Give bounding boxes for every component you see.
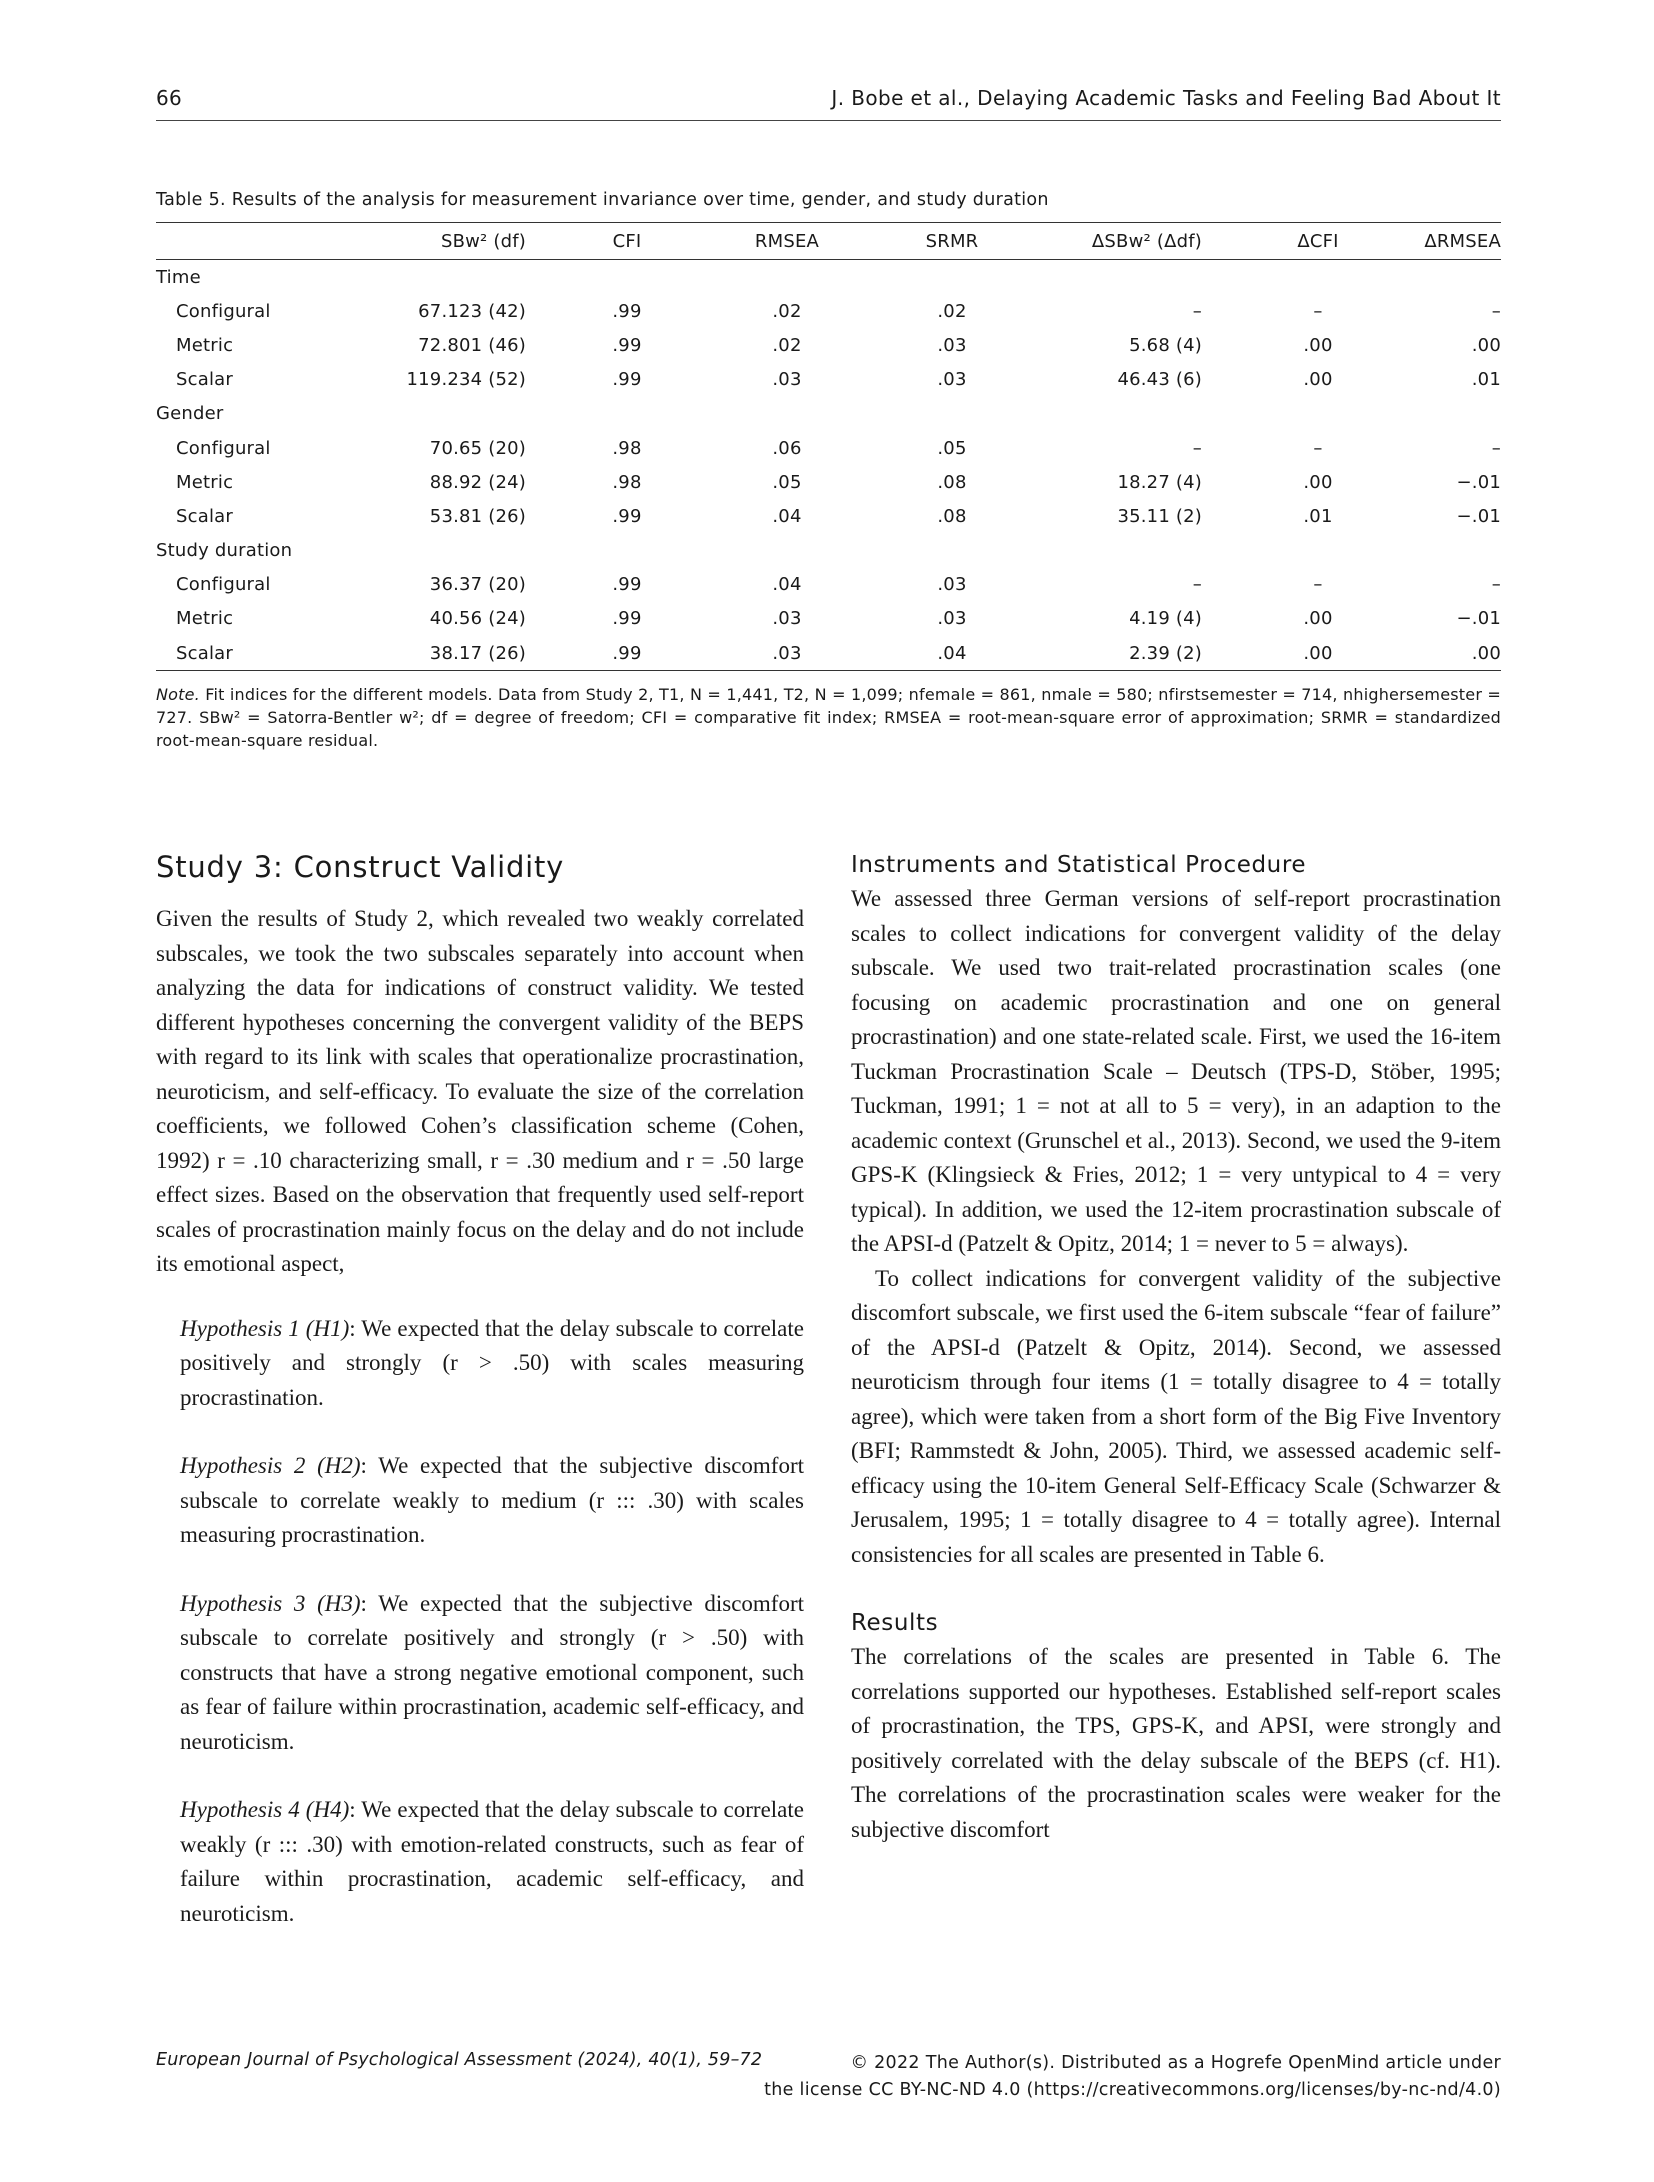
- row-label: Metric: [176, 608, 234, 630]
- empty-cell: [1228, 397, 1408, 431]
- cell-drmsea: .00: [1471, 334, 1501, 356]
- row-label: Configural: [176, 300, 271, 322]
- cell-sb: 53.81 (26): [429, 505, 526, 527]
- empty-cell: [336, 260, 552, 295]
- empty-cell: [872, 534, 1032, 568]
- empty-cell: [1408, 397, 1501, 431]
- cell-dsb: –: [1192, 437, 1202, 459]
- cell-srmr: .08: [937, 471, 967, 493]
- cell-dsb: –: [1192, 300, 1202, 322]
- cell-dcfi: .00: [1303, 471, 1333, 493]
- empty-cell: [1408, 534, 1501, 568]
- group-label: Time: [156, 266, 201, 288]
- empty-cell: [552, 397, 702, 431]
- section-title: Study 3: Construct Validity: [156, 850, 565, 884]
- hypothesis-name: Hypothesis 4 (H4): [180, 1797, 350, 1822]
- empty-cell: [1032, 397, 1228, 431]
- hypothesis-text: : We expected that the subjective discomfort subscale to correlate weakly to medium (r ::: .30) with scales measuring procrastination.: [180, 1453, 804, 1547]
- cell-srmr: .03: [937, 574, 967, 596]
- cell-rmsea: .02: [772, 334, 802, 356]
- footer-journal: European Journal of Psychological Assessment (2024), 40(1), 59–72: [156, 2050, 763, 2070]
- column-header: ΔSBw² (Δdf): [1032, 223, 1228, 260]
- license-line: © 2022 The Author(s). Distributed as a Hogrefe OpenMind article under: [850, 2053, 1501, 2073]
- cell-sb: 72.801 (46): [418, 334, 526, 356]
- row-label: Configural: [176, 574, 271, 596]
- table-row: [156, 636, 1501, 671]
- table-group-row: [156, 534, 1501, 568]
- table-row: [156, 499, 1501, 533]
- cell-drmsea: −.01: [1456, 608, 1501, 630]
- intro-paragraph: Given the results of Study 2, which revealed two weakly correlated subscales, we took the two subscales separately into account when analyzing the data for indications of construct validity. We tested different hypotheses concerning the convergent validity of the BEPS with regard to its link with scales that operationalize procrastination, neuroticism, and self-efficacy. To evaluate the size of the correlation coefficients, we followed Cohen’s classification scheme (Cohen, 1992) r = .10 characterizing small, r = .30 medium and r = .50 large effect sizes. Based on the observation that frequently used self-report scales of procrastination mainly focus on the delay and do not include its emotional aspect,: [156, 906, 804, 1276]
- empty-cell: [552, 260, 702, 295]
- cell-dsb: 4.19 (4): [1129, 608, 1202, 630]
- column-header: RMSEA: [702, 223, 872, 260]
- cell-sb: 40.56 (24): [429, 608, 526, 630]
- cell-cfi: .99: [612, 369, 642, 391]
- table-note: [156, 683, 1501, 752]
- footer-license: [731, 2050, 1501, 2104]
- right-column: [851, 852, 1501, 1847]
- hypothesis-3: [180, 1587, 804, 1760]
- cell-dcfi: –: [1313, 300, 1323, 322]
- cell-rmsea: .03: [772, 608, 802, 630]
- cell-cfi: .99: [612, 334, 642, 356]
- cell-dsb: –: [1192, 574, 1202, 596]
- cell-rmsea: .03: [702, 636, 872, 671]
- page-number: 66: [156, 86, 183, 110]
- column-header: ΔCFI: [1228, 223, 1408, 260]
- cell-dsb: 2.39 (2): [1032, 636, 1228, 671]
- cell-dcfi: .00: [1303, 334, 1333, 356]
- results-heading: Results: [851, 1610, 939, 1636]
- instruments-paragraph-1: We assessed three German versions of self-report procrastination scales to collect indications for convergent validity of the delay subscale. We used two trait-related procrastination scales (one focusing on academic procrastination and one on general procrastination) and one state-related scale. First, we used the 16-item Tuckman Procrastination Scale – Deutsch (TPS-D, Stöber, 1995; Tuckman, 1991; 1 = not at all to 5 = very), in an adaption to the academic context (Grunschel et al., 2013). Second, we used the 9-item GPS-K (Klingsieck & Fries, 2012; 1 = very untypical to 4 = very typical). In addition, we used the 12-item procrastination subscale of the APSI-d (Patzelt & Opitz, 2014; 1 = never to 5 = always).: [851, 886, 1501, 1256]
- row-label: Scalar: [156, 636, 336, 671]
- cell-drmsea: .01: [1471, 369, 1501, 391]
- hypothesis-1: [180, 1312, 804, 1416]
- column-header: CFI: [552, 223, 702, 260]
- cell-dsb: 5.68 (4): [1129, 334, 1202, 356]
- cell-dcfi: –: [1313, 574, 1323, 596]
- cell-dcfi: –: [1313, 437, 1323, 459]
- hypothesis-text: : We expected that the subjective discomfort subscale to correlate positively and strongly (r > .50) with constructs that have a strong negative emotional component, such as fear of failure within procrastination, academic self-efficacy, and neuroticism.: [180, 1590, 804, 1754]
- cell-srmr: .03: [937, 369, 967, 391]
- cell-dsb: 18.27 (4): [1117, 471, 1202, 493]
- note-text: Fit indices for the different models. Data from Study 2, T1, N = 1,441, T2, N = 1,099; nfemale = 861, nmale = 580; nfirstsemester = 714, nhighersemester = 727. SBw² = Satorra-Bentler w²; df = degree of freedom; CFI = comparative fit index; RMSEA = root-mean-square error of approximation; SRMR = standardized root-mean-square residual.: [156, 685, 1501, 750]
- cell-cfi: .99: [612, 574, 642, 596]
- cell-dcfi: .01: [1303, 505, 1333, 527]
- hypothesis-name: Hypothesis 3 (H3): [180, 1590, 361, 1616]
- cell-drmsea: –: [1491, 574, 1501, 596]
- cell-dcfi: .00: [1303, 608, 1333, 630]
- cell-srmr: .03: [937, 608, 967, 630]
- row-label: Metric: [176, 471, 234, 493]
- hypothesis-text: : We expected that the delay subscale to correlate positively and strongly (r > .50) with scales measuring procrastination.: [180, 1315, 804, 1410]
- cell-drmsea: −.01: [1456, 471, 1501, 493]
- cell-drmsea: –: [1491, 437, 1501, 459]
- invariance-table: [156, 222, 1501, 671]
- instruments-paragraph-2: To collect indications for convergent validity of the subjective discomfort subscale, we first used the 6-item subscale “fear of failure” of the APSI-d (Patzelt & Opitz, 2014). Second, we assessed neuroticism through four items (1 = totally disagree to 4 = totally agree), which were taken from a short form of the Big Five Inventory (BFI; Rammstedt & John, 2005). Third, we assessed academic self-efficacy using the 10-item General Self-Efficacy Scale (Schwarzer & Jerusalem, 1995; 1 = totally disagree to 4 = totally agree). Internal consistencies for all scales are presented in Table 6.: [851, 1265, 1501, 1567]
- hypothesis-name: Hypothesis 1 (H1): [180, 1315, 350, 1341]
- empty-cell: [1032, 260, 1228, 295]
- empty-cell: [336, 397, 552, 431]
- cell-dcfi: .00: [1303, 369, 1333, 391]
- cell-rmsea: .06: [772, 437, 802, 459]
- empty-cell: [1228, 534, 1408, 568]
- cell-sb: 36.37 (20): [429, 574, 526, 596]
- empty-cell: [1228, 260, 1408, 295]
- cell-cfi: .99: [612, 505, 642, 527]
- empty-cell: [872, 260, 1032, 295]
- cell-rmsea: .03: [772, 369, 802, 391]
- hypothesis-4: [180, 1793, 804, 1931]
- group-label: Study duration: [156, 540, 293, 562]
- cell-drmsea: .00: [1408, 636, 1501, 671]
- cell-srmr: .04: [872, 636, 1032, 671]
- cell-sb: 70.65 (20): [429, 437, 526, 459]
- row-label: Configural: [176, 437, 271, 459]
- empty-cell: [702, 260, 872, 295]
- row-label: Scalar: [176, 505, 233, 527]
- empty-cell: [872, 397, 1032, 431]
- license-line: the license CC BY-NC-ND 4.0 (https://creativecommons.org/licenses/by-nc-nd/4.0): [764, 2080, 1501, 2100]
- table-row: [156, 328, 1501, 362]
- column-header: SBw² (df): [336, 223, 552, 260]
- cell-cfi: .99: [612, 300, 642, 322]
- instruments-heading: Instruments and Statistical Procedure: [851, 852, 1307, 878]
- cell-sb: 38.17 (26): [336, 636, 552, 671]
- table-row: [156, 465, 1501, 499]
- empty-cell: [552, 534, 702, 568]
- cell-srmr: .05: [937, 437, 967, 459]
- hypothesis-text: : We expected that the delay subscale to correlate weakly (r ::: .30) with emotion-related constructs, such as fear of failure within procrastination, academic self-efficacy, and neuroticism.: [180, 1797, 804, 1926]
- empty-cell: [1032, 534, 1228, 568]
- cell-srmr: .08: [937, 505, 967, 527]
- row-label: Scalar: [176, 369, 233, 391]
- cell-cfi: .99: [612, 608, 642, 630]
- cell-srmr: .02: [937, 300, 967, 322]
- cell-sb: 119.234 (52): [406, 369, 526, 391]
- hypothesis-2: [180, 1449, 804, 1553]
- results-paragraph: The correlations of the scales are presented in Table 6. The correlations supported our hypotheses. Established self-report scales of procrastination, the TPS, GPS-K, and APSI, were strongly and positively correlated with the delay subscale of the BEPS (cf. H1). The correlations of the procrastination scales were weaker for the subjective discomfort: [851, 1644, 1501, 1842]
- note-label: Note.: [156, 685, 200, 704]
- page-header: [156, 86, 1501, 121]
- cell-rmsea: .04: [772, 505, 802, 527]
- empty-cell: [702, 397, 872, 431]
- table-row: [156, 568, 1501, 602]
- cell-cfi: .99: [552, 636, 702, 671]
- table-row: [156, 363, 1501, 397]
- cell-cfi: .98: [612, 437, 642, 459]
- cell-cfi: .98: [612, 471, 642, 493]
- empty-cell: [336, 534, 552, 568]
- cell-drmsea: −.01: [1456, 505, 1501, 527]
- empty-cell: [702, 534, 872, 568]
- column-header: ΔRMSEA: [1408, 223, 1501, 260]
- left-column: [156, 850, 804, 1931]
- table-group-row: [156, 260, 1501, 295]
- cell-rmsea: .04: [772, 574, 802, 596]
- cell-dsb: 46.43 (6): [1117, 369, 1202, 391]
- hypothesis-name: Hypothesis 2 (H2): [180, 1453, 361, 1478]
- table-row: [156, 602, 1501, 636]
- cell-drmsea: –: [1491, 300, 1501, 322]
- table-row: [156, 431, 1501, 465]
- column-header: SRMR: [872, 223, 1032, 260]
- running-head: J. Bobe et al., Delaying Academic Tasks and Feeling Bad About It: [831, 86, 1501, 110]
- cell-sb: 67.123 (42): [418, 300, 526, 322]
- empty-cell: [1408, 260, 1501, 295]
- table-row: [156, 294, 1501, 328]
- row-label: Metric: [176, 334, 234, 356]
- cell-dsb: 35.11 (2): [1117, 505, 1202, 527]
- cell-srmr: .03: [937, 334, 967, 356]
- table-group-row: [156, 397, 1501, 431]
- cell-sb: 88.92 (24): [429, 471, 526, 493]
- table-caption: Table 5. Results of the analysis for measurement invariance over time, gender, and study duration: [156, 190, 1049, 210]
- cell-rmsea: .05: [772, 471, 802, 493]
- column-header: [156, 223, 336, 260]
- cell-dcfi: .00: [1228, 636, 1408, 671]
- table-header-row: [156, 223, 1501, 260]
- cell-rmsea: .02: [772, 300, 802, 322]
- group-label: Gender: [156, 403, 224, 425]
